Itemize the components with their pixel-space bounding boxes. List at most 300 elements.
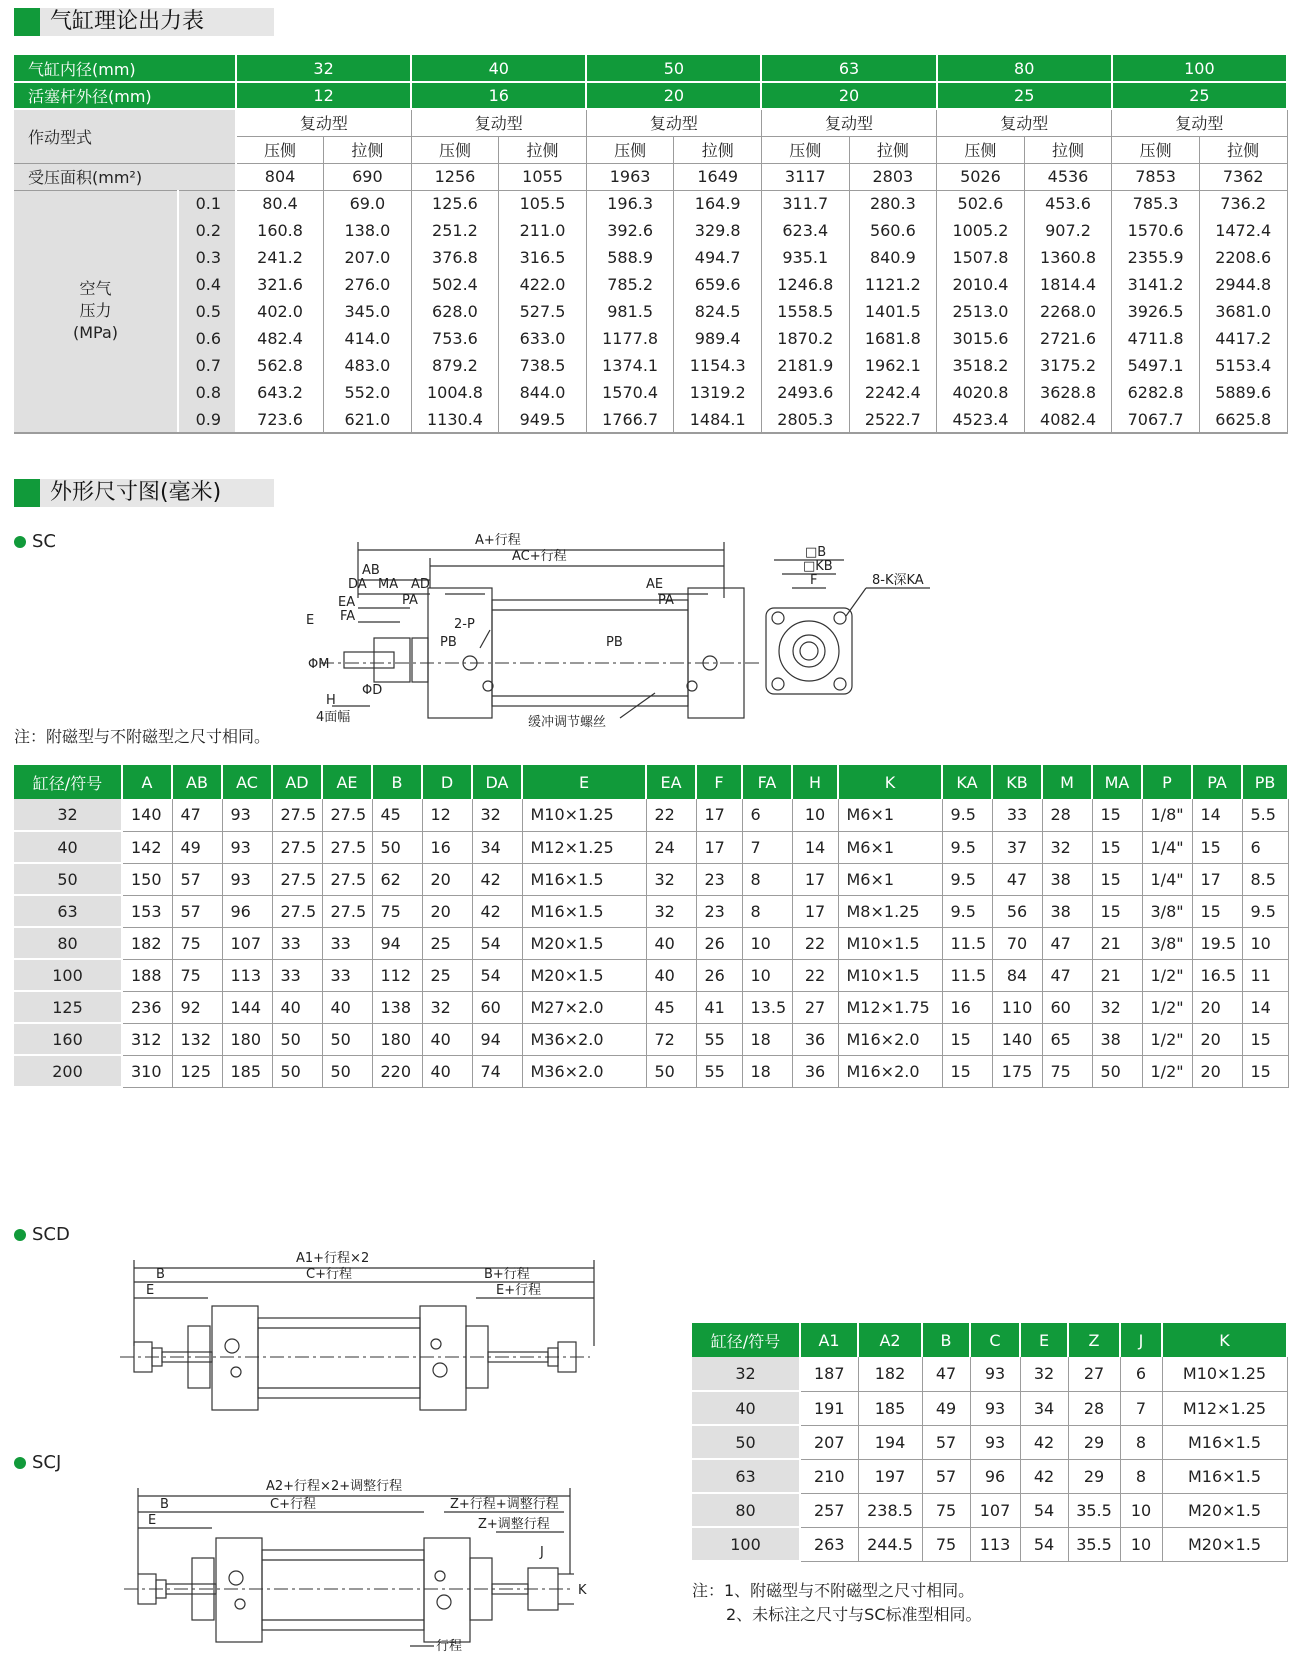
force-value: 376.8 xyxy=(411,244,499,271)
force-value: 2181.9 xyxy=(761,352,849,379)
force-value: 7067.7 xyxy=(1112,406,1200,433)
force-value: 6282.8 xyxy=(1112,379,1200,406)
table-cell: 6 xyxy=(1120,1357,1162,1391)
table-cell: 32 xyxy=(422,991,472,1023)
note-1: 注：1、附磁型与不附磁型之尺寸相同。 xyxy=(692,1581,975,1600)
force-value: 4417.2 xyxy=(1199,325,1287,352)
force-value: 414.0 xyxy=(324,325,412,352)
force-value: 785.3 xyxy=(1112,190,1200,217)
dim-c: C+行程 xyxy=(270,1497,316,1512)
dim-pa-right: PA xyxy=(658,593,674,608)
sc-drawing xyxy=(306,528,1020,730)
table-cell: 7 xyxy=(1120,1391,1162,1425)
force-value: 316.5 xyxy=(499,244,587,271)
table-cell: M6×1 xyxy=(838,863,942,895)
force-value: 840.9 xyxy=(849,244,937,271)
pressure-value: 0.3 xyxy=(178,244,236,271)
table-cell: 84 xyxy=(992,959,1042,991)
table-cell: 57 xyxy=(172,895,222,927)
push-side: 压侧 xyxy=(411,136,499,163)
force-value: 196.3 xyxy=(586,190,674,217)
force-value: 5497.1 xyxy=(1112,352,1200,379)
dim-b: □B xyxy=(805,545,827,560)
column-header: F xyxy=(696,765,742,799)
table-cell: 11 xyxy=(1242,959,1288,991)
table-cell: 107 xyxy=(222,927,272,959)
table-cell: 75 xyxy=(922,1527,970,1561)
force-value: 1570.6 xyxy=(1112,217,1200,244)
table-cell: 15 xyxy=(1092,863,1142,895)
table-cell: 257 xyxy=(800,1493,858,1527)
table-cell: 32 xyxy=(1042,831,1092,863)
force-value: 211.0 xyxy=(499,217,587,244)
table-cell: 19.5 xyxy=(1192,927,1242,959)
table-cell: 93 xyxy=(222,799,272,831)
table-cell: 32 xyxy=(646,863,696,895)
force-value: 2805.3 xyxy=(761,406,849,433)
column-header: AB xyxy=(172,765,222,799)
table-cell: 1/4" xyxy=(1142,831,1192,863)
area-value: 2803 xyxy=(849,163,937,190)
row-header: 63 xyxy=(14,895,122,927)
pressure-row xyxy=(14,298,1287,325)
table-cell: 60 xyxy=(1042,991,1092,1023)
force-value: 588.9 xyxy=(586,244,674,271)
scd-drawing xyxy=(120,1246,620,1416)
table-cell: 16.5 xyxy=(1192,959,1242,991)
dim-pa-left: PA xyxy=(402,593,418,608)
column-header: A2 xyxy=(858,1323,922,1357)
force-value: 1154.3 xyxy=(674,352,762,379)
force-value: 502.6 xyxy=(937,190,1025,217)
pressure-row xyxy=(14,244,1287,271)
dim-ae: AE xyxy=(646,577,664,592)
table-cell: 96 xyxy=(222,895,272,927)
force-value: 935.1 xyxy=(761,244,849,271)
pressure-row xyxy=(14,271,1287,298)
pressure-value: 0.7 xyxy=(178,352,236,379)
table-cell: 150 xyxy=(122,863,172,895)
force-value: 4020.8 xyxy=(937,379,1025,406)
row-header: 40 xyxy=(14,831,122,863)
table-cell: 125 xyxy=(172,1055,222,1087)
dim-a1: A1+行程×2 xyxy=(296,1251,370,1266)
scd-scj-table xyxy=(692,1323,1288,1562)
column-header: MA xyxy=(1092,765,1142,799)
table-cell: 74 xyxy=(472,1055,522,1087)
action-label: 作动型式 xyxy=(14,109,236,163)
table-cell: 175 xyxy=(992,1055,1042,1087)
force-value: 3926.5 xyxy=(1112,298,1200,325)
table-cell: 20 xyxy=(1192,1055,1242,1087)
table-cell: 27 xyxy=(1068,1357,1120,1391)
column-header: KA xyxy=(942,765,992,799)
row-header: 63 xyxy=(692,1459,800,1493)
table-cell: 36 xyxy=(792,1023,838,1055)
bore-value: 50 xyxy=(586,55,761,82)
bore-value: 63 xyxy=(761,55,936,82)
table-cell: 54 xyxy=(472,959,522,991)
table-cell: 10 xyxy=(742,927,792,959)
table-cell: 24 xyxy=(646,831,696,863)
row-header: 100 xyxy=(692,1527,800,1561)
table-cell: 32 xyxy=(646,895,696,927)
table-cell: 15 xyxy=(1092,831,1142,863)
table-cell: 15 xyxy=(942,1023,992,1055)
table-cell: 15 xyxy=(1092,799,1142,831)
force-value: 1558.5 xyxy=(761,298,849,325)
table-cell: 38 xyxy=(1042,895,1092,927)
table-cell: 138 xyxy=(372,991,422,1023)
table-cell: 93 xyxy=(222,831,272,863)
table-cell: 55 xyxy=(696,1055,742,1087)
table-row xyxy=(14,1023,1288,1055)
force-table xyxy=(14,55,1288,434)
table-cell: 32 xyxy=(1092,991,1142,1023)
force-value: 3681.0 xyxy=(1199,298,1287,325)
dim-pb-left: PB xyxy=(440,635,457,650)
table-cell: 3/8" xyxy=(1142,927,1192,959)
table-cell: 14 xyxy=(1192,799,1242,831)
table-cell: 94 xyxy=(372,927,422,959)
pressure-label-line: 空气 xyxy=(79,279,112,299)
table-cell: 42 xyxy=(472,895,522,927)
column-header: PA xyxy=(1192,765,1242,799)
table-row xyxy=(14,863,1288,895)
force-value: 2493.6 xyxy=(761,379,849,406)
row-header: 32 xyxy=(14,799,122,831)
table-cell: 310 xyxy=(122,1055,172,1087)
sc-label xyxy=(14,531,56,552)
pressure-row xyxy=(14,190,1287,217)
force-value: 1121.2 xyxy=(849,271,937,298)
column-header: J xyxy=(1120,1323,1162,1357)
table-cell: 16 xyxy=(422,831,472,863)
force-value: 105.5 xyxy=(499,190,587,217)
force-value: 560.6 xyxy=(849,217,937,244)
table-cell: 187 xyxy=(800,1357,858,1391)
dim-ac: AC+行程 xyxy=(512,549,567,564)
table-row xyxy=(14,959,1288,991)
force-value: 3628.8 xyxy=(1024,379,1112,406)
force-value: 453.6 xyxy=(1024,190,1112,217)
table-cell: 312 xyxy=(122,1023,172,1055)
table-cell: M36×2.0 xyxy=(522,1023,646,1055)
table-cell: 132 xyxy=(172,1023,222,1055)
table-cell: 15 xyxy=(1192,831,1242,863)
area-value: 804 xyxy=(236,163,324,190)
force-value: 949.5 xyxy=(499,406,587,433)
table-cell: 185 xyxy=(858,1391,922,1425)
table-cell: 8 xyxy=(1120,1459,1162,1493)
table-row xyxy=(14,927,1288,959)
table-cell: 10 xyxy=(1120,1493,1162,1527)
table-cell: 70 xyxy=(992,927,1042,959)
table-cell: 55 xyxy=(696,1023,742,1055)
force-value: 160.8 xyxy=(236,217,324,244)
table-cell: 37 xyxy=(992,831,1042,863)
force-value: 2355.9 xyxy=(1112,244,1200,271)
pressure-label-line: 压力 xyxy=(79,301,112,321)
table-cell: 12 xyxy=(422,799,472,831)
table-cell: 113 xyxy=(970,1527,1020,1561)
push-side: 压侧 xyxy=(586,136,674,163)
column-header: C xyxy=(970,1323,1020,1357)
force-value: 1507.8 xyxy=(937,244,1025,271)
row-header: 32 xyxy=(692,1357,800,1391)
table-cell: 47 xyxy=(992,863,1042,895)
column-header: 缸径/符号 xyxy=(692,1323,800,1357)
table-cell: 9.5 xyxy=(942,863,992,895)
force-value: 207.0 xyxy=(324,244,412,271)
action-type: 复动型 xyxy=(1112,109,1287,136)
force-value: 4523.4 xyxy=(937,406,1025,433)
note-2: 2、未标注之尺寸与SC标准型相同。 xyxy=(726,1605,982,1624)
table-cell: 50 xyxy=(646,1055,696,1087)
dim-c: C+行程 xyxy=(306,1267,352,1282)
dim-h: H xyxy=(326,693,336,708)
table-cell: 1/8" xyxy=(1142,799,1192,831)
pressure-value: 0.9 xyxy=(178,406,236,433)
table-cell: 8 xyxy=(1120,1425,1162,1459)
table-cell: 93 xyxy=(970,1425,1020,1459)
pressure-label-line: (MPa) xyxy=(72,323,119,343)
table-cell: M16×1.5 xyxy=(522,863,646,895)
table-cell: 9.5 xyxy=(942,895,992,927)
force-value: 1360.8 xyxy=(1024,244,1112,271)
table-cell: 10 xyxy=(1242,927,1288,959)
table-cell: 27.5 xyxy=(322,799,372,831)
force-value: 1570.4 xyxy=(586,379,674,406)
table-cell: 1/2" xyxy=(1142,959,1192,991)
force-value: 125.6 xyxy=(411,190,499,217)
row-header: 80 xyxy=(14,927,122,959)
table-cell: 42 xyxy=(1020,1425,1068,1459)
rod-value: 20 xyxy=(761,82,936,109)
table-row xyxy=(692,1459,1287,1493)
force-value: 989.4 xyxy=(674,325,762,352)
dim-b: B xyxy=(156,1267,165,1282)
pressure-row xyxy=(14,325,1287,352)
table-cell: 17 xyxy=(792,863,838,895)
table-cell: 15 xyxy=(1242,1023,1288,1055)
area-value: 1649 xyxy=(674,163,762,190)
pressure-row xyxy=(14,379,1287,406)
table-cell: 62 xyxy=(372,863,422,895)
table-cell: 188 xyxy=(122,959,172,991)
table-cell: M6×1 xyxy=(838,799,942,831)
pull-side: 拉侧 xyxy=(1199,136,1287,163)
table-cell: M12×1.75 xyxy=(838,991,942,1023)
table-cell: M6×1 xyxy=(838,831,942,863)
dim-d: ΦD xyxy=(362,683,383,698)
area-value: 5026 xyxy=(937,163,1025,190)
column-header: KB xyxy=(992,765,1042,799)
force-value: 483.0 xyxy=(324,352,412,379)
area-value: 1256 xyxy=(411,163,499,190)
pull-side: 拉侧 xyxy=(499,136,587,163)
force-value: 1814.4 xyxy=(1024,271,1112,298)
column-header: A1 xyxy=(800,1323,858,1357)
column-header: AD xyxy=(272,765,322,799)
table-cell: 47 xyxy=(1042,927,1092,959)
table-row xyxy=(692,1425,1287,1459)
table-cell: 50 xyxy=(322,1055,372,1087)
column-header: K xyxy=(1162,1323,1287,1357)
bullet-dot xyxy=(14,1457,26,1469)
table-row xyxy=(14,1055,1288,1087)
table-cell: M36×2.0 xyxy=(522,1055,646,1087)
table-cell: 27.5 xyxy=(322,895,372,927)
action-type: 复动型 xyxy=(586,109,761,136)
table-cell: 38 xyxy=(1042,863,1092,895)
table-cell: 42 xyxy=(1020,1459,1068,1493)
table-cell: 33 xyxy=(992,799,1042,831)
action-type: 复动型 xyxy=(937,109,1112,136)
area-value: 3117 xyxy=(761,163,849,190)
area-value: 690 xyxy=(324,163,412,190)
table-cell: 26 xyxy=(696,927,742,959)
table-cell: 236 xyxy=(122,991,172,1023)
table-cell: M16×2.0 xyxy=(838,1055,942,1087)
force-value: 3175.2 xyxy=(1024,352,1112,379)
push-side: 压侧 xyxy=(761,136,849,163)
column-header: DA xyxy=(472,765,522,799)
action-type: 复动型 xyxy=(236,109,411,136)
table-cell: 10 xyxy=(792,799,838,831)
table-cell: 7 xyxy=(742,831,792,863)
table-cell: M16×1.5 xyxy=(522,895,646,927)
table-cell: 194 xyxy=(858,1425,922,1459)
row-header: 40 xyxy=(692,1391,800,1425)
force-value: 1472.4 xyxy=(1199,217,1287,244)
force-value: 2010.4 xyxy=(937,271,1025,298)
bore-value: 80 xyxy=(937,55,1112,82)
table-cell: 21 xyxy=(1092,927,1142,959)
pull-side: 拉侧 xyxy=(1024,136,1112,163)
sc-note: 注：附磁型与不附磁型之尺寸相同。 xyxy=(14,727,271,746)
table-cell: 1/2" xyxy=(1142,991,1192,1023)
table-cell: 60 xyxy=(472,991,522,1023)
table-cell: 20 xyxy=(422,895,472,927)
force-value: 736.2 xyxy=(1199,190,1287,217)
force-value: 552.0 xyxy=(324,379,412,406)
table-cell: 11.5 xyxy=(942,927,992,959)
dim-e: E xyxy=(146,1283,155,1298)
pressure-row xyxy=(14,217,1287,244)
dim-stroke: 行程 xyxy=(436,1639,463,1654)
table-cell: 8 xyxy=(742,863,792,895)
table-cell: 40 xyxy=(422,1055,472,1087)
table-cell: 180 xyxy=(222,1023,272,1055)
force-value: 311.7 xyxy=(761,190,849,217)
scj-label xyxy=(14,1452,61,1473)
force-value: 879.2 xyxy=(411,352,499,379)
bore-value: 32 xyxy=(236,55,411,82)
force-value: 3015.6 xyxy=(937,325,1025,352)
force-value: 628.0 xyxy=(411,298,499,325)
table-cell: 47 xyxy=(172,799,222,831)
table-cell: 57 xyxy=(922,1459,970,1493)
area-value: 4536 xyxy=(1024,163,1112,190)
action-type: 复动型 xyxy=(411,109,586,136)
table-cell: 23 xyxy=(696,863,742,895)
table-cell: 263 xyxy=(800,1527,858,1561)
table-cell: 18 xyxy=(742,1023,792,1055)
force-value: 907.2 xyxy=(1024,217,1112,244)
table-cell: 26 xyxy=(696,959,742,991)
dim-e: E xyxy=(148,1513,157,1528)
table-cell: 20 xyxy=(422,863,472,895)
bore-value: 100 xyxy=(1112,55,1287,82)
action-type: 复动型 xyxy=(761,109,936,136)
table-row xyxy=(692,1391,1287,1425)
table-cell: 41 xyxy=(696,991,742,1023)
pull-side: 拉侧 xyxy=(324,136,412,163)
table-cell: 54 xyxy=(1020,1527,1068,1561)
action-type-row xyxy=(14,109,1287,136)
pressure-value: 0.2 xyxy=(178,217,236,244)
table-cell: 15 xyxy=(1242,1055,1288,1087)
table-cell: 110 xyxy=(992,991,1042,1023)
area-value: 7853 xyxy=(1112,163,1200,190)
table-cell: 42 xyxy=(472,863,522,895)
force-value: 1681.8 xyxy=(849,325,937,352)
table-cell: M16×2.0 xyxy=(838,1023,942,1055)
table-cell: 25 xyxy=(422,927,472,959)
force-value: 402.0 xyxy=(236,298,324,325)
column-header: E xyxy=(1020,1323,1068,1357)
rod-value: 20 xyxy=(586,82,761,109)
table-cell: 27.5 xyxy=(272,799,322,831)
section-title: 外形尺寸图(毫米) xyxy=(40,479,274,507)
table-cell: 22 xyxy=(792,927,838,959)
row-header: 125 xyxy=(14,991,122,1023)
force-value: 1484.1 xyxy=(674,406,762,433)
rod-value: 16 xyxy=(411,82,586,109)
table-cell: 40 xyxy=(646,959,696,991)
table-cell: 40 xyxy=(422,1023,472,1055)
column-header: P xyxy=(1142,765,1192,799)
table-cell: 185 xyxy=(222,1055,272,1087)
table-cell: M10×1.25 xyxy=(522,799,646,831)
dim-a: A+行程 xyxy=(475,533,521,548)
table-cell: M12×1.25 xyxy=(522,831,646,863)
table-cell: 33 xyxy=(322,927,372,959)
force-value: 241.2 xyxy=(236,244,324,271)
column-header: Z xyxy=(1068,1323,1120,1357)
column-header: B xyxy=(372,765,422,799)
dim-e: E xyxy=(306,613,315,628)
force-value: 1246.8 xyxy=(761,271,849,298)
table-cell: 29 xyxy=(1068,1425,1120,1459)
force-value: 392.6 xyxy=(586,217,674,244)
bullet-dot xyxy=(14,536,26,548)
table-cell: 17 xyxy=(792,895,838,927)
force-value: 824.5 xyxy=(674,298,762,325)
push-side: 压侧 xyxy=(236,136,324,163)
table-cell: 35.5 xyxy=(1068,1527,1120,1561)
table-cell: 210 xyxy=(800,1459,858,1493)
force-value: 345.0 xyxy=(324,298,412,325)
force-value: 2513.0 xyxy=(937,298,1025,325)
table-row xyxy=(14,799,1288,831)
dim-b-stroke: B+行程 xyxy=(484,1267,530,1282)
table-cell: 49 xyxy=(922,1391,970,1425)
column-header: AC xyxy=(222,765,272,799)
table-cell: M16×1.5 xyxy=(1162,1459,1287,1493)
dim-ad: AD xyxy=(411,577,430,592)
